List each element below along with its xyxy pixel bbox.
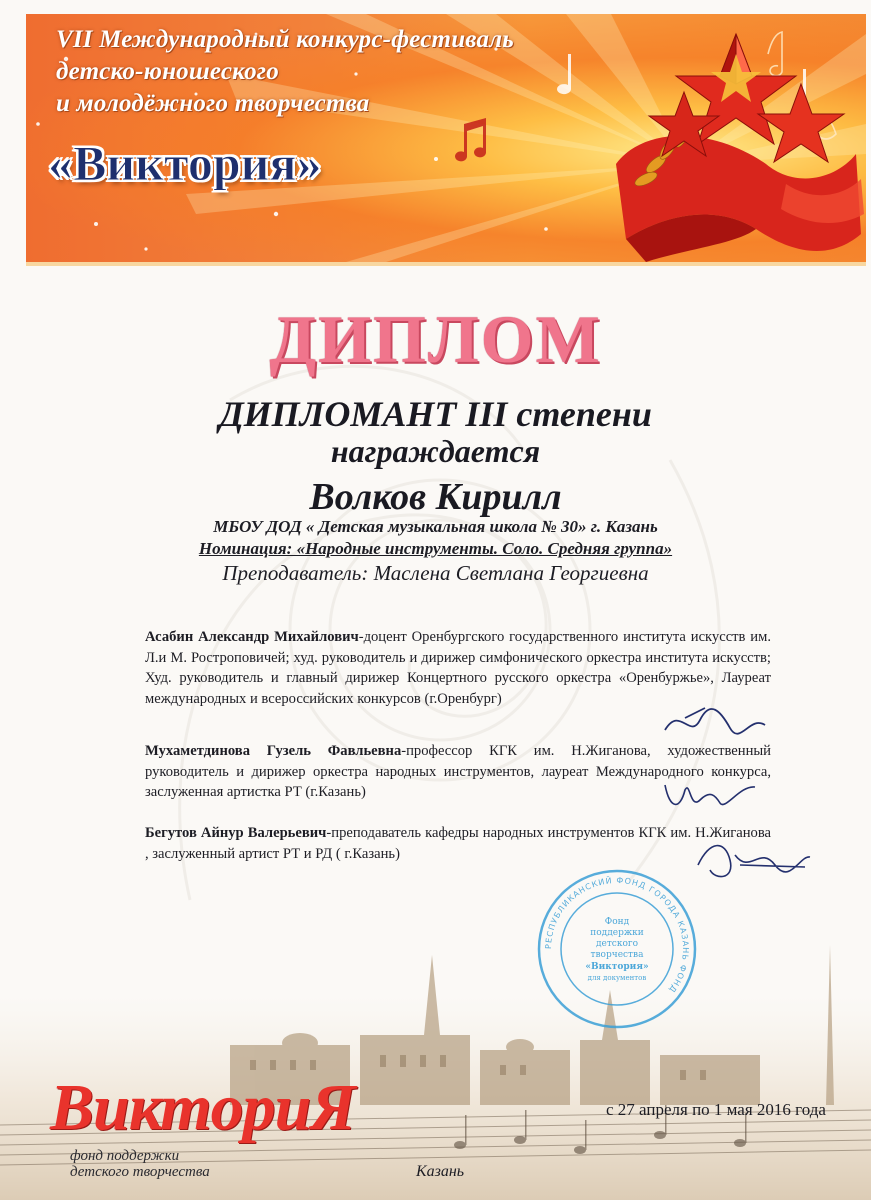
award-degree: ДИПЛОМАНТ III степени xyxy=(219,394,652,434)
jury-member-3 xyxy=(145,823,771,864)
stamp-line-1: Фонд xyxy=(604,917,630,927)
diploma-heading: ДИПЛОМ xyxy=(269,301,602,377)
jury-member-description: -профессор КГК им. Н.Жиганова, художественный руководитель и дирижер оркестра народных инструментов, лауреат Международного конкурса, заслуженная артистка РТ (г.Казань) xyxy=(145,743,771,800)
banner-line-3: и молодёжного творчества xyxy=(56,90,370,117)
stamp-line-5: «Виктория» xyxy=(585,962,649,972)
logo-subtitle-1: фонд поддержки xyxy=(70,1148,180,1164)
recipient-name: Волков Кирилл xyxy=(309,476,562,518)
header-banner xyxy=(26,14,866,266)
signature-3 xyxy=(690,835,815,885)
banner-line-1: VII Международный конкурс-фестиваль xyxy=(56,26,514,53)
jury-member-description: -доцент Оренбургского государственного института искусств им. Л.и М. Ростроповичей; худ. руководитель и дирижер симфонического оркестра института искусств; Худ. руководитель и главный дирижер Концертного русского оркестра «Оренбуржье», Лауреат международных и всероссийских конкурсов (г.Оренбург) xyxy=(145,629,772,707)
stamp-line-4: творчества xyxy=(590,950,644,960)
school-name: МБОУ ДОД « Детская музыкальная школа № 30» г. Казань xyxy=(213,517,658,536)
stamp-line-2: поддержки xyxy=(590,928,644,938)
banner-line-2: детско-юношеского xyxy=(56,58,279,85)
organization-stamp xyxy=(536,868,698,1030)
victoria-logo: ВиктoриЯ xyxy=(50,1071,355,1144)
jury-member-name: Мухаметдинова Гузель Фавльевна xyxy=(145,743,402,759)
jury-member-description: -преподаватель кафедры народных инструментов КГК им. Н.Жиганова , заслуженный артист РТ и РД ( г.Казань) xyxy=(145,825,772,862)
jury-member-name: Бегутов Айнур Валерьевич xyxy=(145,825,327,841)
teacher-name: Преподаватель: Маслена Светлана Георгиевна xyxy=(222,561,649,585)
jury-member-name: Асабин Александр Михайлович xyxy=(145,629,359,645)
signature-2 xyxy=(660,775,760,820)
festival-dates: с 27 апреля по 1 мая 2016 года xyxy=(606,1100,826,1119)
stamp-outer-text: РЕСПУБЛИКАНСКИЙ ФОНД ГОРОДА КАЗАНЬ ФОНД xyxy=(543,875,691,995)
festival-title: «Виктория» xyxy=(48,135,322,191)
stamp-line-6: для документов xyxy=(587,974,647,982)
awarded-label: награждается xyxy=(330,433,541,469)
logo-subtitle-2: детского творчества xyxy=(70,1164,210,1180)
nomination: Номинация: «Народные инструменты. Соло. Средняя группа» xyxy=(198,539,673,558)
stamp-line-3: детского xyxy=(595,939,639,949)
signature-1 xyxy=(660,700,770,745)
jury-member-1 xyxy=(145,627,771,709)
star-ribbon-emblem xyxy=(586,14,866,262)
city-label: Казань xyxy=(416,1163,465,1180)
